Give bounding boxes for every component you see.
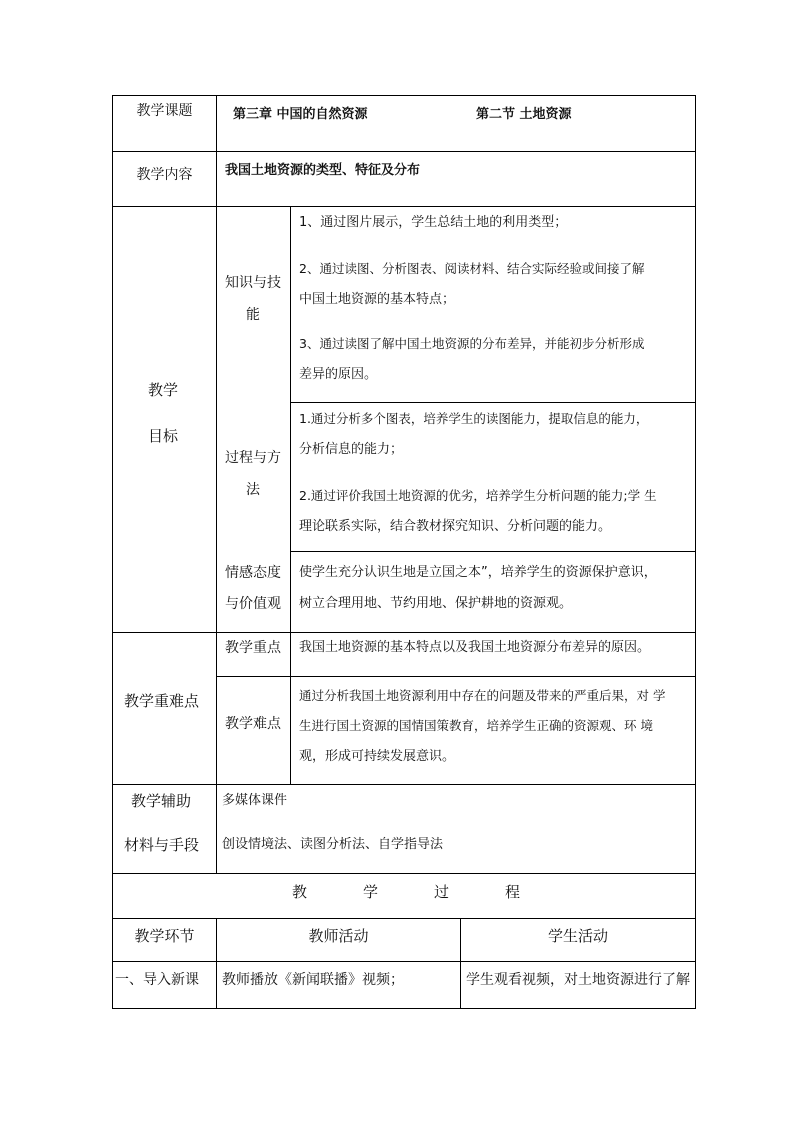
content-label-text: 教学内容: [136, 167, 193, 183]
emotion-label-line2: 与价值观: [225, 596, 281, 612]
topic-label-text: 教学课题: [136, 103, 193, 119]
goals-label-line2: 目标: [148, 427, 179, 445]
emotion-line2: 树立合理用地、节约用地、保护耕地的资源观。: [299, 596, 573, 611]
knowledge-p1: 1、通过图片展示，学生总结土地的利用类型；: [299, 215, 568, 230]
table-row-student: 学生观看视频，对土地资源进行了解: [466, 972, 690, 988]
process-p1-line2: 分析信息的能力；: [299, 442, 404, 457]
process-header: [292, 882, 520, 902]
knowledge-p3-line1: 3、通过读图了解中国土地资源的分布差异，并能初步分析形成: [299, 336, 645, 351]
content-label: [113, 152, 216, 198]
process-p1-line1: 1.通过分析多个图表，培养学生的读图能力，提取信息的能力，: [299, 411, 649, 426]
aids-label-line1: 教学辅助: [131, 792, 192, 810]
difficulty-line3: 观，形成可持续发展意识。: [299, 749, 456, 764]
aids-line2: 创设情境法、读图分析法、自学指导法: [222, 837, 444, 852]
difficulty-line2: 生进行国土资源的国情国策教育，培养学生正确的资源观、环 境: [299, 718, 653, 733]
emotion-label-line1: 情感态度: [225, 565, 281, 581]
knowledge-p2-line1: 2、通过读图、分析图表、阅读材料、结合实际经验或间接了解: [299, 261, 645, 276]
process-header-char: 过: [433, 883, 449, 901]
aids-line1: 多媒体课件: [222, 793, 288, 808]
process-p2-line1: 2.通过评价我国土地资源的优劣，培养学生分析问题的能力;学 生: [299, 488, 657, 503]
process-header-char: 学: [362, 883, 378, 901]
process-p2-line2: 理论联系实际，结合教材探究知识、分析问题的能力。: [299, 519, 612, 534]
goals-label-line1: 教学: [148, 381, 179, 399]
knowledge-p3-line2: 差异的原因。: [299, 367, 378, 382]
knowledge-p2-line2: 中国土地资源的基本特点；: [299, 292, 456, 307]
topic-section: 第二节 土地资源: [476, 107, 572, 122]
difficulty-line1: 通过分析我国土地资源利用中存在的问题及带来的严重后果，对 学: [299, 688, 666, 703]
emotion-line1: 使学生充分认识生地是立国之本”，培养学生的资源保护意识，: [299, 565, 657, 580]
focus-label: 教学重难点: [124, 692, 200, 710]
col-header-student-text: 学生活动: [547, 927, 608, 945]
content-value: 我国土地资源的类型、特征及分布: [225, 163, 421, 178]
col-header-student: [461, 919, 695, 953]
table-row-stage: 一、导入新课: [115, 972, 199, 988]
process-label-line1: 过程与方: [225, 450, 281, 466]
table-row-teacher: 教师播放《新闻联播》视频；: [222, 972, 404, 988]
aids-label-line2: 材料与手段: [124, 836, 200, 854]
knowledge-label-line1: 知识与技: [225, 275, 281, 291]
topic-label: [113, 96, 216, 126]
col-header-stage-text: 教学环节: [134, 927, 195, 945]
topic-chapter: 第三章 中国的自然资源: [233, 107, 368, 122]
key-text: 我国土地资源的基本特点以及我国土地资源分布差异的原因。: [299, 640, 651, 655]
process-header-char: 程: [504, 883, 520, 901]
col-header-teacher: [217, 919, 460, 953]
key-label: 教学重点: [225, 640, 281, 656]
col-header-stage: [113, 919, 216, 953]
process-label-line2: 法: [246, 482, 260, 498]
difficulty-label: 教学难点: [225, 716, 281, 732]
knowledge-label-line2: 能: [246, 307, 260, 323]
process-header-char: 教: [292, 883, 308, 901]
col-header-teacher-text: 教师活动: [308, 927, 369, 945]
